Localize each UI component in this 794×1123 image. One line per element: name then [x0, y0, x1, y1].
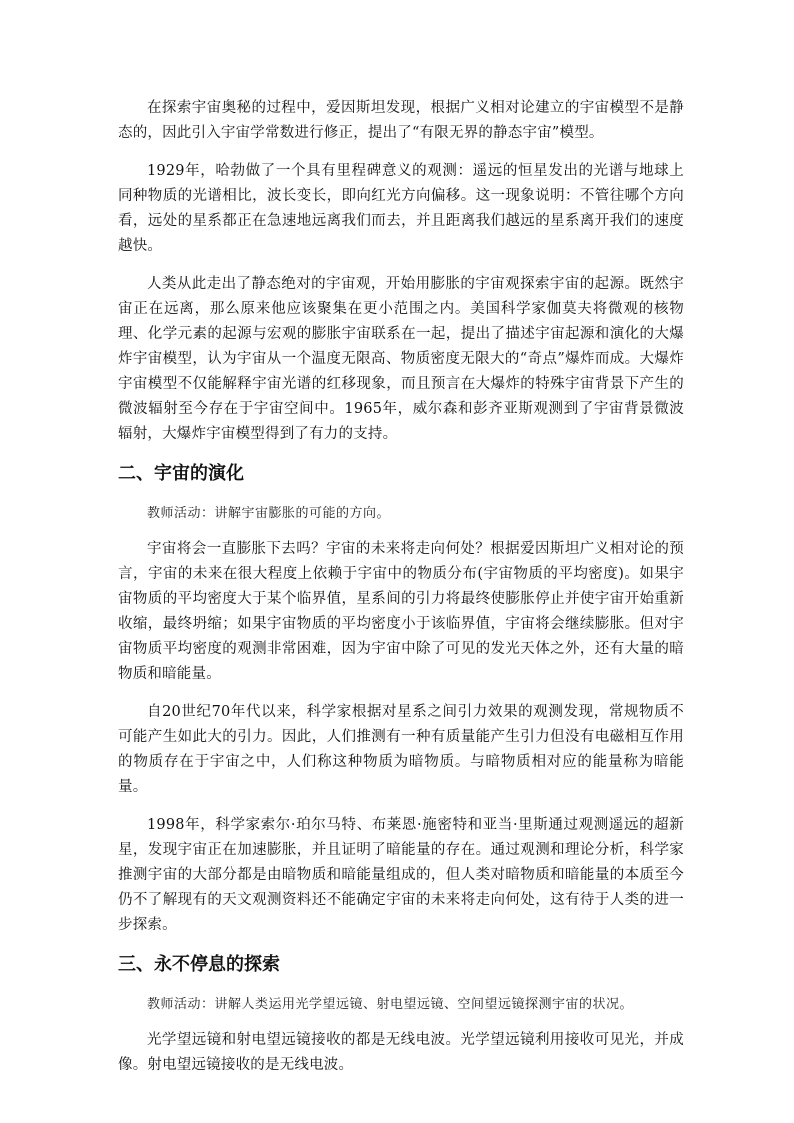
- paragraph: 1929年，哈勃做了一个具有里程碑意义的观测：遥远的恒星发出的光谱与地球上同种物质的光谱相比，波长变长，即向红光方向偏移。这一现象说明：不管往哪个方向看，远处的星系都正在急速地远离我们而去，并且距离我们越远的星系离开我们的速度越快。: [118, 163, 684, 254]
- paragraph: 在探索宇宙奥秘的过程中，爱因斯坦发现，根据广义相对论建立的宇宙模型不是静态的，因此引入宇宙学常数进行修正，提出了“有限无界的静态宇宙”模型。: [118, 100, 684, 141]
- section-heading: 二、宇宙的演化: [118, 463, 244, 484]
- teacher-activity-note: 教师活动：讲解人类运用光学望远镜、射电望远镜、空间望远镜探测宇宙的状况。: [147, 997, 634, 1012]
- paragraph: 宇宙将会一直膨胀下去吗？宇宙的未来将走向何处？根据爱因斯坦广义相对论的预言，宇宙的未来在很大程度上依赖于宇宙中的物质分布(宇宙物质的平均密度)。如果宇宙物质的平均密度大于某个临界值，星系间的引力将最终使膨胀停止并使宇宙开始重新收缩，最终坍缩；如果宇宙物质的平均密度小于该临界值，宇宙将会继续膨胀。但对宇宙物质平均密度的观测非常困难，因为宇宙中除了可见的发光天体之外，还有大量的暗物质和暗能量。: [118, 541, 684, 682]
- paragraph: 光学望远镜和射电望远镜接收的都是无线电波。光学望远镜利用接收可见光，并成像。射电望远镜接收的是无线电波。: [118, 1032, 684, 1073]
- section-heading: 三、永不停息的探索: [118, 954, 280, 975]
- paragraph: 人类从此走出了静态绝对的宇宙观，开始用膨胀的宇宙观探索宇宙的起源。既然宇宙正在远离，那么原来他应该聚集在更小范围之内。美国科学家伽莫夫将微观的核物理、化学元素的起源与宏观的膨胀宇宙联系在一起，提出了描述宇宙起源和演化的大爆炸宇宙模型，认为宇宙从一个温度无限高、物质密度无限大的“奇点”爆炸而成。大爆炸宇宙模型不仅能解释宇宙光谱的红移现象，而且预言在大爆炸的特殊宇宙背景下产生的微波辐射至今存在于宇宙空间中。1965年，威尔森和彭齐亚斯观测到了宇宙背景微波辐射，大爆炸宇宙模型得到了有力的支持。: [118, 276, 684, 442]
- teacher-activity-note: 教师活动：讲解宇宙膨胀的可能的方向。: [147, 506, 391, 521]
- document-body: [118, 96, 684, 1091]
- paragraph: 自20世纪70年代以来，科学家根据对星系之间引力效果的观测发现，常规物质不可能产生如此大的引力。因此，人们推测有一种有质量能产生引力但没有电磁相互作用的物质存在于宇宙之中，人们称这种物质为暗物质。与暗物质相对应的能量称为暗能量。: [118, 704, 684, 795]
- paragraph: 1998年，科学家索尔·珀尔马特、布莱恩·施密特和亚当·里斯通过观测遥远的超新星，发现宇宙正在加速膨胀，并且证明了暗能量的存在。通过观测和理论分析，科学家推测宇宙的大部分都是由暗物质和暗能量组成的，但人类对暗物质和暗能量的本质至今仍不了解现有的天文观测资料还不能确定宇宙的未来将走向何处，这有待于人类的进一步探索。: [118, 817, 684, 933]
